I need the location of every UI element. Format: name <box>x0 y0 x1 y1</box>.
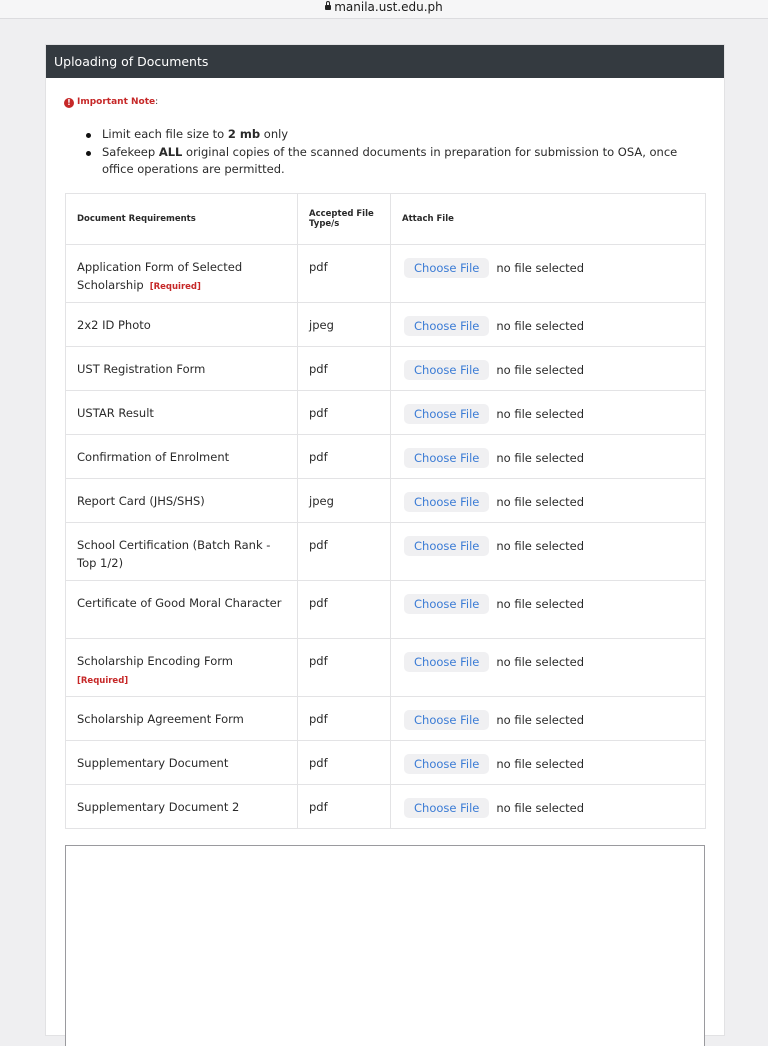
important-note-label: Important Note <box>77 97 156 107</box>
no-file-status: no file selected <box>496 407 585 421</box>
important-note-colon: : <box>155 97 159 107</box>
attach-file-cell <box>391 391 706 435</box>
document-name: 2x2 ID Photo <box>77 318 151 332</box>
document-name: Certificate of Good Moral Character <box>77 596 282 610</box>
additional-content-box <box>65 845 705 1046</box>
header-attach-file: Attach File <box>391 194 706 245</box>
table-row <box>66 639 706 697</box>
document-requirement-cell <box>66 245 298 303</box>
attach-file-cell <box>391 435 706 479</box>
upload-documents-card <box>45 44 725 1036</box>
documents-table <box>65 193 706 829</box>
choose-file-button[interactable]: Choose File <box>404 492 489 512</box>
card-title: Uploading of Documents <box>46 45 724 78</box>
accepted-file-type: pdf <box>298 697 391 741</box>
note-item <box>84 126 709 144</box>
document-name: School Certification (Batch Rank - Top 1/2) <box>77 538 271 570</box>
choose-file-button[interactable]: Choose File <box>404 258 489 278</box>
note-text: only <box>260 127 289 141</box>
attach-file-cell <box>391 303 706 347</box>
document-name: Scholarship Agreement Form <box>77 712 244 726</box>
attach-file-cell <box>391 697 706 741</box>
no-file-status: no file selected <box>496 363 585 377</box>
required-tag: [Required] <box>149 281 201 292</box>
attach-file-cell <box>391 581 706 639</box>
no-file-status: no file selected <box>496 713 585 727</box>
attach-file-cell <box>391 639 706 697</box>
no-file-status: no file selected <box>496 801 585 815</box>
document-requirement-cell <box>66 741 298 785</box>
no-file-status: no file selected <box>496 597 585 611</box>
attach-file-cell <box>391 741 706 785</box>
table-header-row <box>66 194 706 245</box>
accepted-file-type: pdf <box>298 741 391 785</box>
choose-file-button[interactable]: Choose File <box>404 404 489 424</box>
attach-file-cell <box>391 347 706 391</box>
table-row <box>66 245 706 303</box>
table-row <box>66 523 706 581</box>
accepted-file-type: pdf <box>298 523 391 581</box>
accepted-file-type: pdf <box>298 391 391 435</box>
table-row <box>66 391 706 435</box>
table-row <box>66 479 706 523</box>
no-file-status: no file selected <box>496 539 585 553</box>
important-note <box>64 97 158 108</box>
choose-file-button[interactable]: Choose File <box>404 594 489 614</box>
required-tag: [Required] <box>77 675 129 686</box>
no-file-status: no file selected <box>496 261 585 275</box>
document-requirement-cell <box>66 303 298 347</box>
document-name: Application Form of Selected Scholarship <box>77 260 243 292</box>
lock-icon <box>325 5 331 10</box>
document-name: Supplementary Document <box>77 756 229 770</box>
document-name: Scholarship Encoding Form <box>77 654 233 668</box>
table-row <box>66 697 706 741</box>
browser-url-bar[interactable] <box>0 0 768 19</box>
accepted-file-type: pdf <box>298 245 391 303</box>
document-requirement-cell <box>66 435 298 479</box>
table-row <box>66 303 706 347</box>
note-item <box>84 144 709 179</box>
document-requirement-cell <box>66 479 298 523</box>
accepted-file-type: jpeg <box>298 303 391 347</box>
table-row <box>66 785 706 829</box>
note-bold: ALL <box>158 144 183 159</box>
choose-file-button[interactable]: Choose File <box>404 754 489 774</box>
attach-file-cell <box>391 245 706 303</box>
no-file-status: no file selected <box>496 495 585 509</box>
document-requirement-cell <box>66 581 298 639</box>
accepted-file-type: pdf <box>298 785 391 829</box>
no-file-status: no file selected <box>496 655 585 669</box>
accepted-file-type: pdf <box>298 639 391 697</box>
choose-file-button[interactable]: Choose File <box>404 360 489 380</box>
attach-file-cell <box>391 523 706 581</box>
note-list <box>84 126 709 179</box>
document-requirement-cell <box>66 523 298 581</box>
choose-file-button[interactable]: Choose File <box>404 798 489 818</box>
document-requirement-cell <box>66 785 298 829</box>
table-row <box>66 581 706 639</box>
note-text: Safekeep <box>102 144 159 159</box>
document-requirement-cell <box>66 639 298 697</box>
attach-file-cell <box>391 479 706 523</box>
table-row <box>66 347 706 391</box>
exclamation-icon: ! <box>64 98 74 108</box>
url-text: manila.ust.edu.ph <box>334 0 443 14</box>
note-text: original copies of the scanned documents in preparation for submission to OSA, once office operations are permitted. <box>102 144 678 176</box>
choose-file-button[interactable]: Choose File <box>404 316 489 336</box>
document-name: Supplementary Document 2 <box>77 800 240 814</box>
choose-file-button[interactable]: Choose File <box>404 448 489 468</box>
document-name: Report Card (JHS/SHS) <box>77 494 205 508</box>
attach-file-cell <box>391 785 706 829</box>
accepted-file-type: pdf <box>298 347 391 391</box>
accepted-file-type: pdf <box>298 435 391 479</box>
choose-file-button[interactable]: Choose File <box>404 536 489 556</box>
document-name: Confirmation of Enrolment <box>77 450 230 464</box>
document-name: UST Registration Form <box>77 362 206 376</box>
accepted-file-type: pdf <box>298 581 391 639</box>
no-file-status: no file selected <box>496 319 585 333</box>
header-document-requirements: Document Requirements <box>66 194 298 245</box>
accepted-file-type: jpeg <box>298 479 391 523</box>
note-text: Limit each file size to <box>102 127 228 141</box>
header-accepted-file-types: Accepted File Type/s <box>298 194 391 245</box>
document-requirement-cell <box>66 347 298 391</box>
note-bold: 2 mb <box>227 127 261 141</box>
table-row <box>66 435 706 479</box>
documents-table-body <box>66 245 706 829</box>
document-requirement-cell <box>66 697 298 741</box>
document-requirement-cell <box>66 391 298 435</box>
choose-file-button[interactable]: Choose File <box>404 710 489 730</box>
choose-file-button[interactable]: Choose File <box>404 652 489 672</box>
document-name: USTAR Result <box>77 406 154 420</box>
table-row <box>66 741 706 785</box>
no-file-status: no file selected <box>496 451 585 465</box>
no-file-status: no file selected <box>496 757 585 771</box>
